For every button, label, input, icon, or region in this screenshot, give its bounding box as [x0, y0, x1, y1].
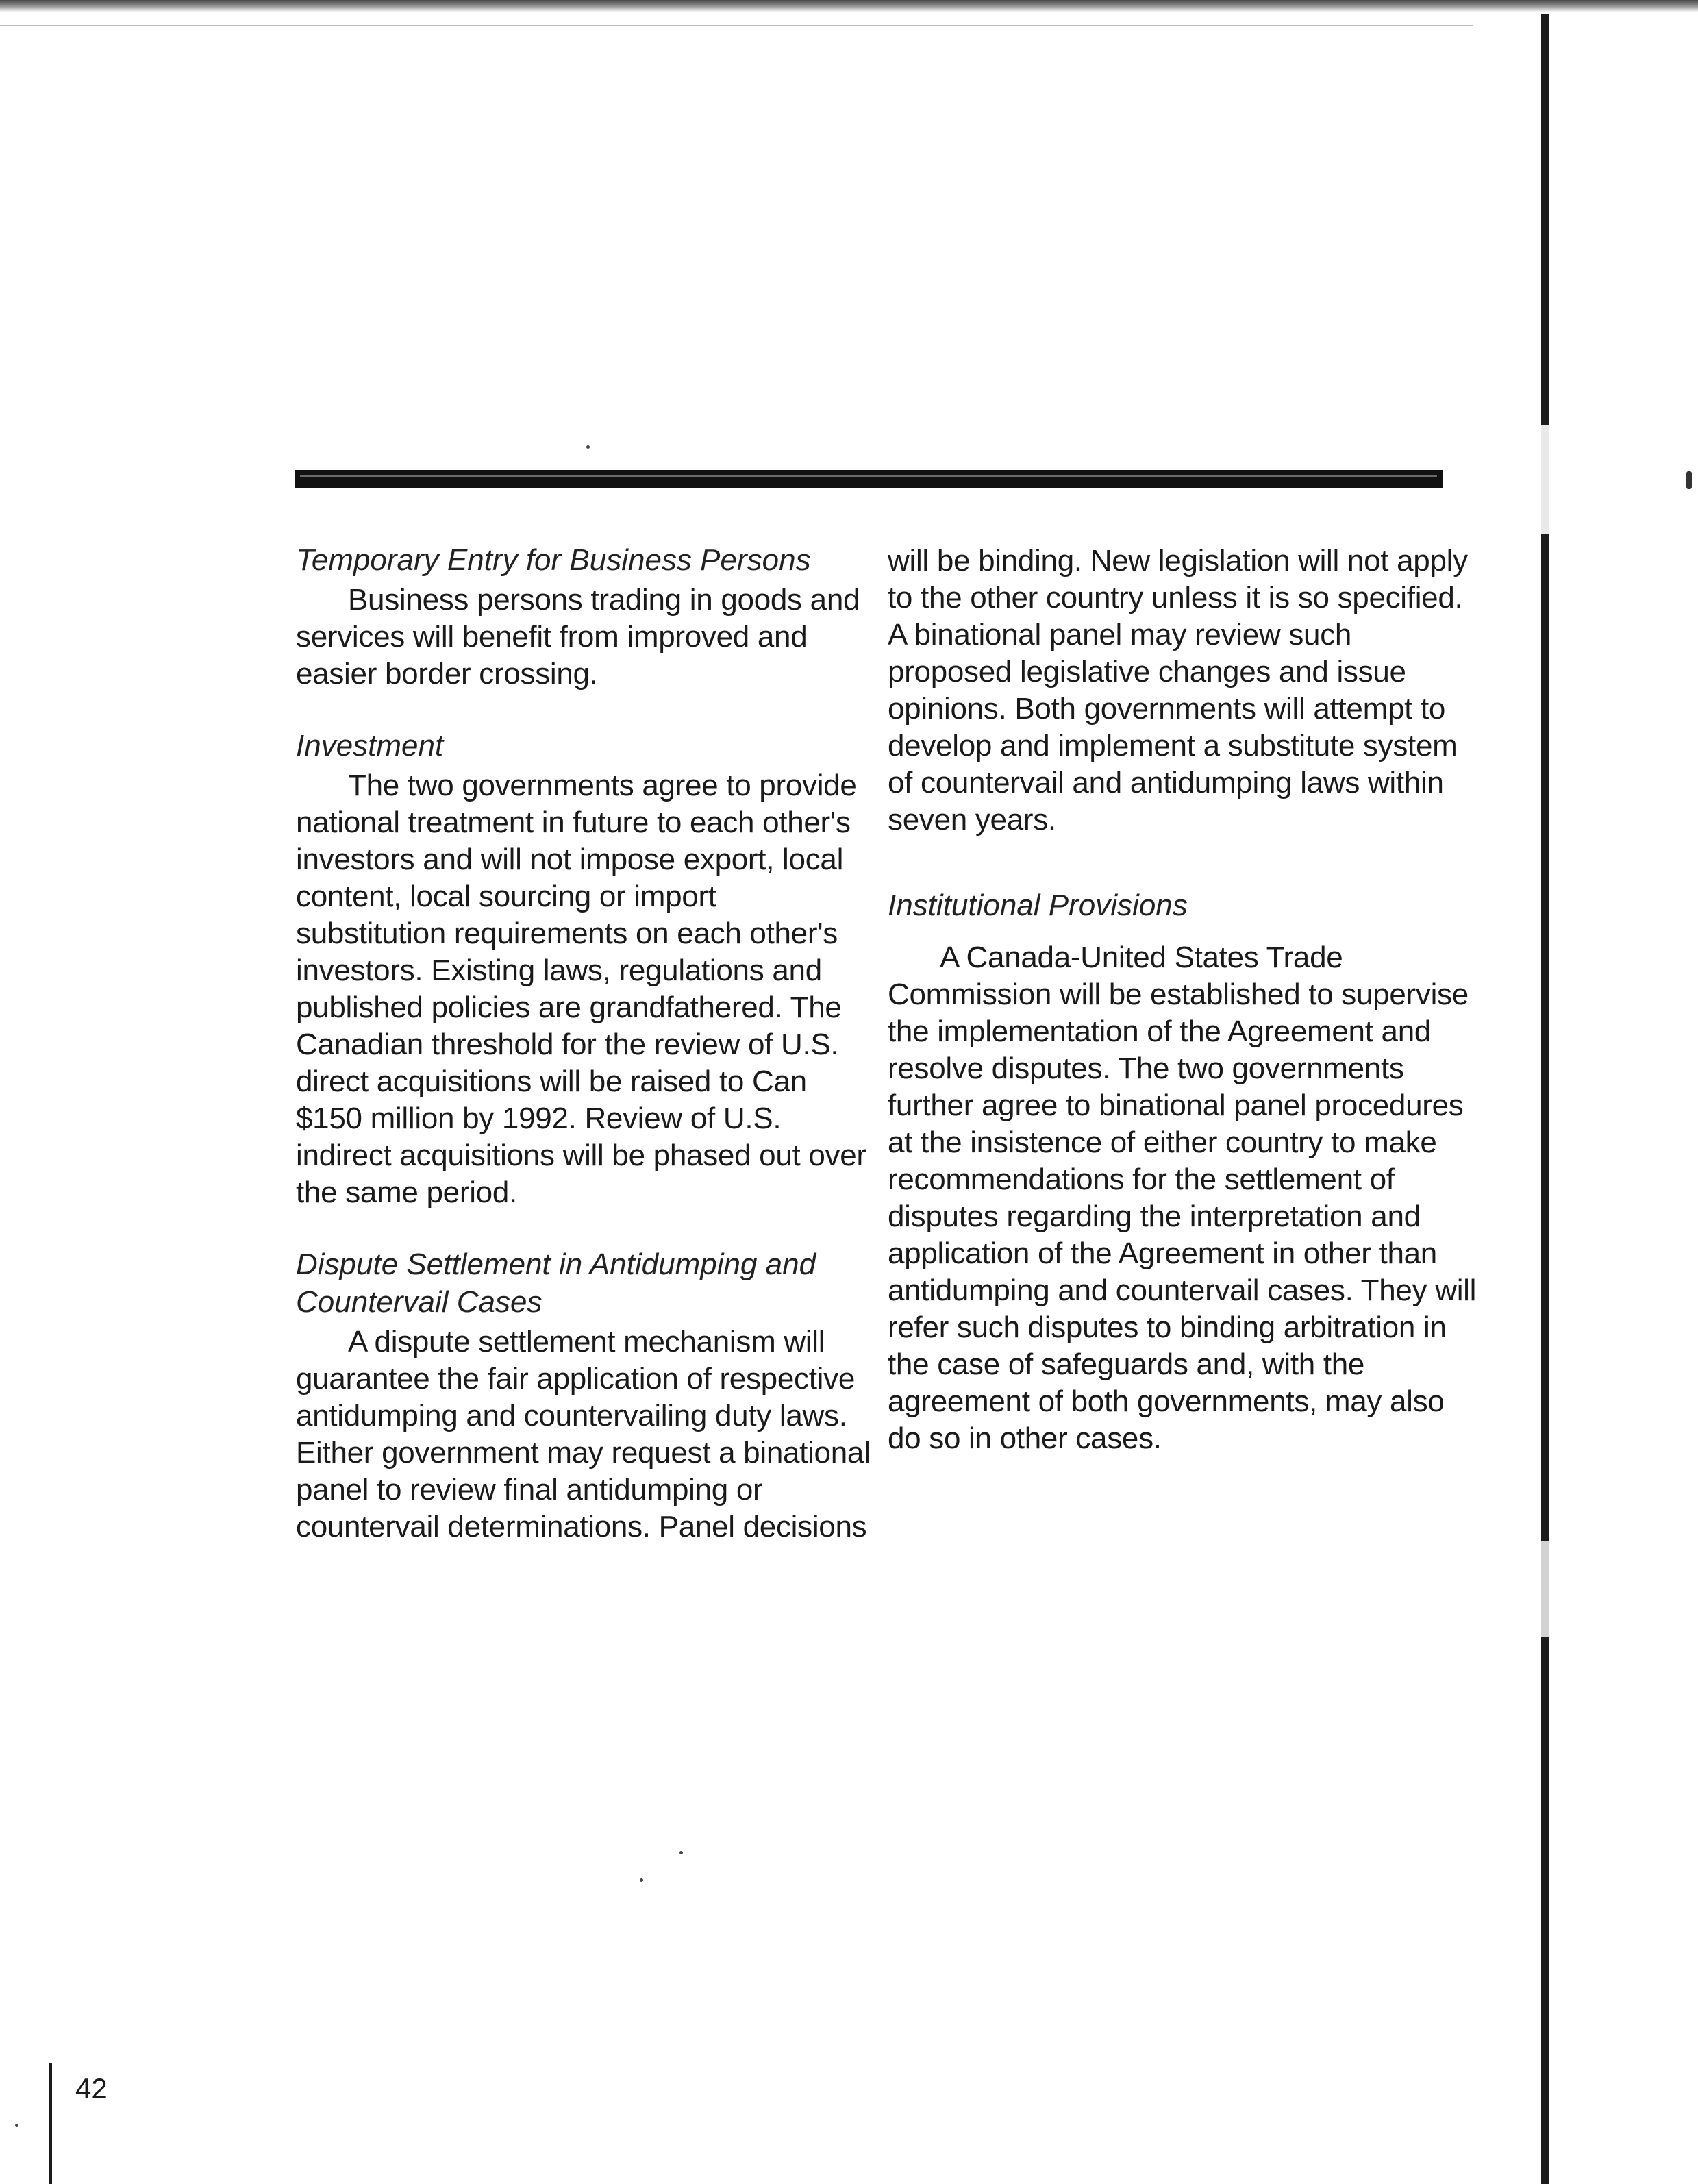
right-column — [888, 543, 1477, 1485]
continuation-body: will be binding. New legislation will not apply to the other country unless it is so specified. A binational panel may review such proposed legislative changes and issue opinions. Both governments will attempt to develop and implement a substitute system of countervail and antidumping laws within seven years. — [888, 544, 1468, 836]
section-temporary-entry — [296, 541, 871, 693]
section-heading: Temporary Entry for Business Persons — [296, 543, 811, 577]
scan-faint-line — [0, 25, 1473, 26]
left-column — [296, 541, 871, 1573]
section-continuation — [888, 543, 1477, 839]
section-body: A dispute settlement mechanism will guarantee the fair application of respective antidumping and countervailing duty laws. Either government may request a binational panel to review final antidumping or countervail determinations. Panel decisions — [296, 1325, 871, 1543]
scan-speck — [640, 1878, 643, 1882]
scan-speck — [586, 445, 590, 449]
page-number: 42 — [75, 2072, 108, 2105]
section-body: Business persons trading in goods and services will benefit from improved and easier border crossing. — [296, 583, 860, 691]
scan-right-edge — [1541, 14, 1549, 2184]
scan-right-edge-gap-lower — [1541, 1541, 1549, 1637]
section-heading: Investment — [296, 729, 444, 762]
section-investment — [296, 727, 871, 1211]
section-heading: Dispute Settlement in Antidumping and Countervail Cases — [296, 1248, 816, 1319]
scan-speck — [679, 1851, 683, 1854]
section-dispute-settlement — [296, 1245, 871, 1546]
section-body: A Canada-United States Trade Commission will be established to supervise the implementation of the Agreement and resolve disputes. The two governments further agree to binational panel procedures at the insistence of either country to make recommendations for the settlement of disputes regarding the interpretation and application of the Agreement in other than antidumping and countervail cases. They will refer such disputes to binding arbitration in the case of safeguards and, with the agreement of both governments, may also do so in other cases. — [888, 941, 1477, 1455]
scan-margin-mark — [1686, 471, 1692, 489]
section-body: The two governments agree to provide national treatment in future to each other's investors and will not impose export, local content, local sourcing or import substitution requirements on each other's investors. Existing laws, regulations and published policies are grandfathered. The Canadian threshold for the review of U.S. direct acquisitions will be raised to Can $150 million by 1992. Review of U.S. indirect acquisitions will be phased out over the same period. — [296, 769, 866, 1209]
header-rule — [295, 470, 1443, 488]
section-heading: Institutional Provisions — [888, 889, 1188, 922]
scan-top-edge — [0, 0, 1698, 12]
scan-right-edge-gap — [1541, 425, 1549, 534]
section-institutional-provisions — [888, 886, 1477, 1457]
page-number-bar — [49, 2063, 52, 2184]
scan-speck — [15, 2124, 18, 2127]
